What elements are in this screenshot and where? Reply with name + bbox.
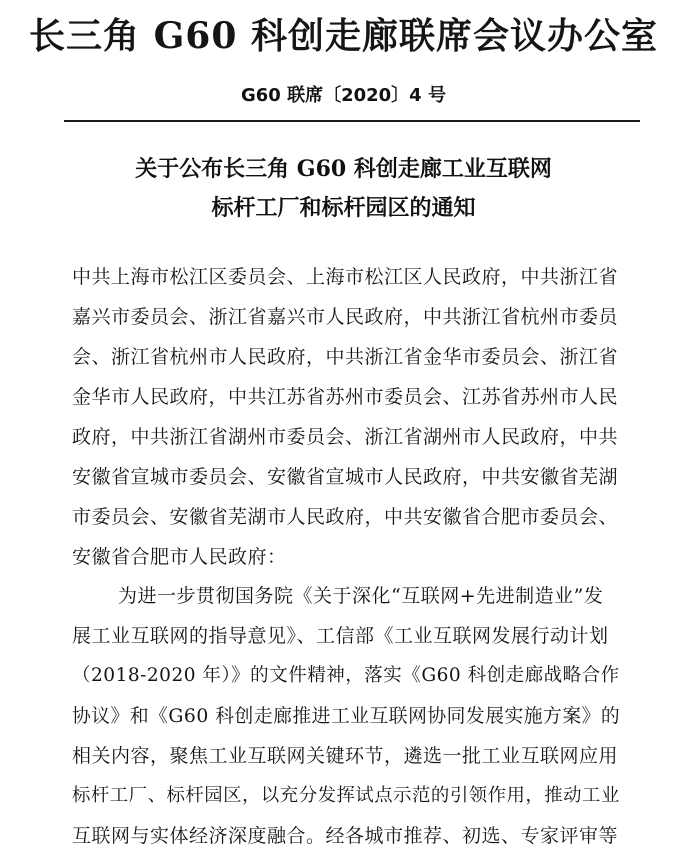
notice-title-line-1: 关于公布长三角 G60 科创走廊工业互联网 [135,156,552,182]
org-title: 长三角 G60 科创走廊联席会议办公室 [29,15,658,57]
body-line: 金华市人民政府，中共江苏省苏州市委员会、江苏省苏州市人民 [72,386,619,408]
body-line: 协议》和《G60 科创走廊推进工业互联网协同发展实施方案》的 [72,706,621,727]
body-line: 政府，中共浙江省湖州市委员会、浙江省湖州市人民政府，中共 [72,426,619,448]
body-line: 市委员会、安徽省芜湖市人民政府，中共安徽省合肥市委员会、 [72,506,619,528]
body-line: （2018-2020 年）》的文件精神，落实《G60 科创走廊战略合作 [72,665,620,686]
body-line: 标杆工厂、标杆园区，以充分发挥试点示范的引领作用，推动工业 [72,785,620,806]
body-line: 中共上海市松江区委员会、上海市松江区人民政府，中共浙江省 [72,266,619,288]
body-line: 展工业互联网的指导意见》、工信部《工业互联网发展行动计划 [72,625,609,647]
notice-title-line-2: 标杆工厂和标杆园区的通知 [211,195,476,221]
body-line: 嘉兴市委员会、浙江省嘉兴市人民政府，中共浙江省杭州市委员 [72,306,619,328]
body-line: 相关内容，聚焦工业互联网关键环节，遴选一批工业互联网应用 [72,745,619,767]
header-divider [64,120,640,122]
body-line: 安徽省宣城市委员会、安徽省宣城市人民政府，中共安徽省芜湖 [72,466,619,488]
body-line: 互联网与实体经济深度融合。经各城市推荐、初选、专家评审等 [72,825,619,847]
body-line: 为进一步贯彻国务院《关于深化“互联网+先进制造业”发 [118,585,604,607]
doc-number: G60 联席〔2020〕4 号 [241,85,446,106]
body-line: 会、浙江省杭州市人民政府，中共浙江省金华市委员会、浙江省 [72,346,619,368]
body-line: 安徽省合肥市人民政府： [72,546,287,568]
